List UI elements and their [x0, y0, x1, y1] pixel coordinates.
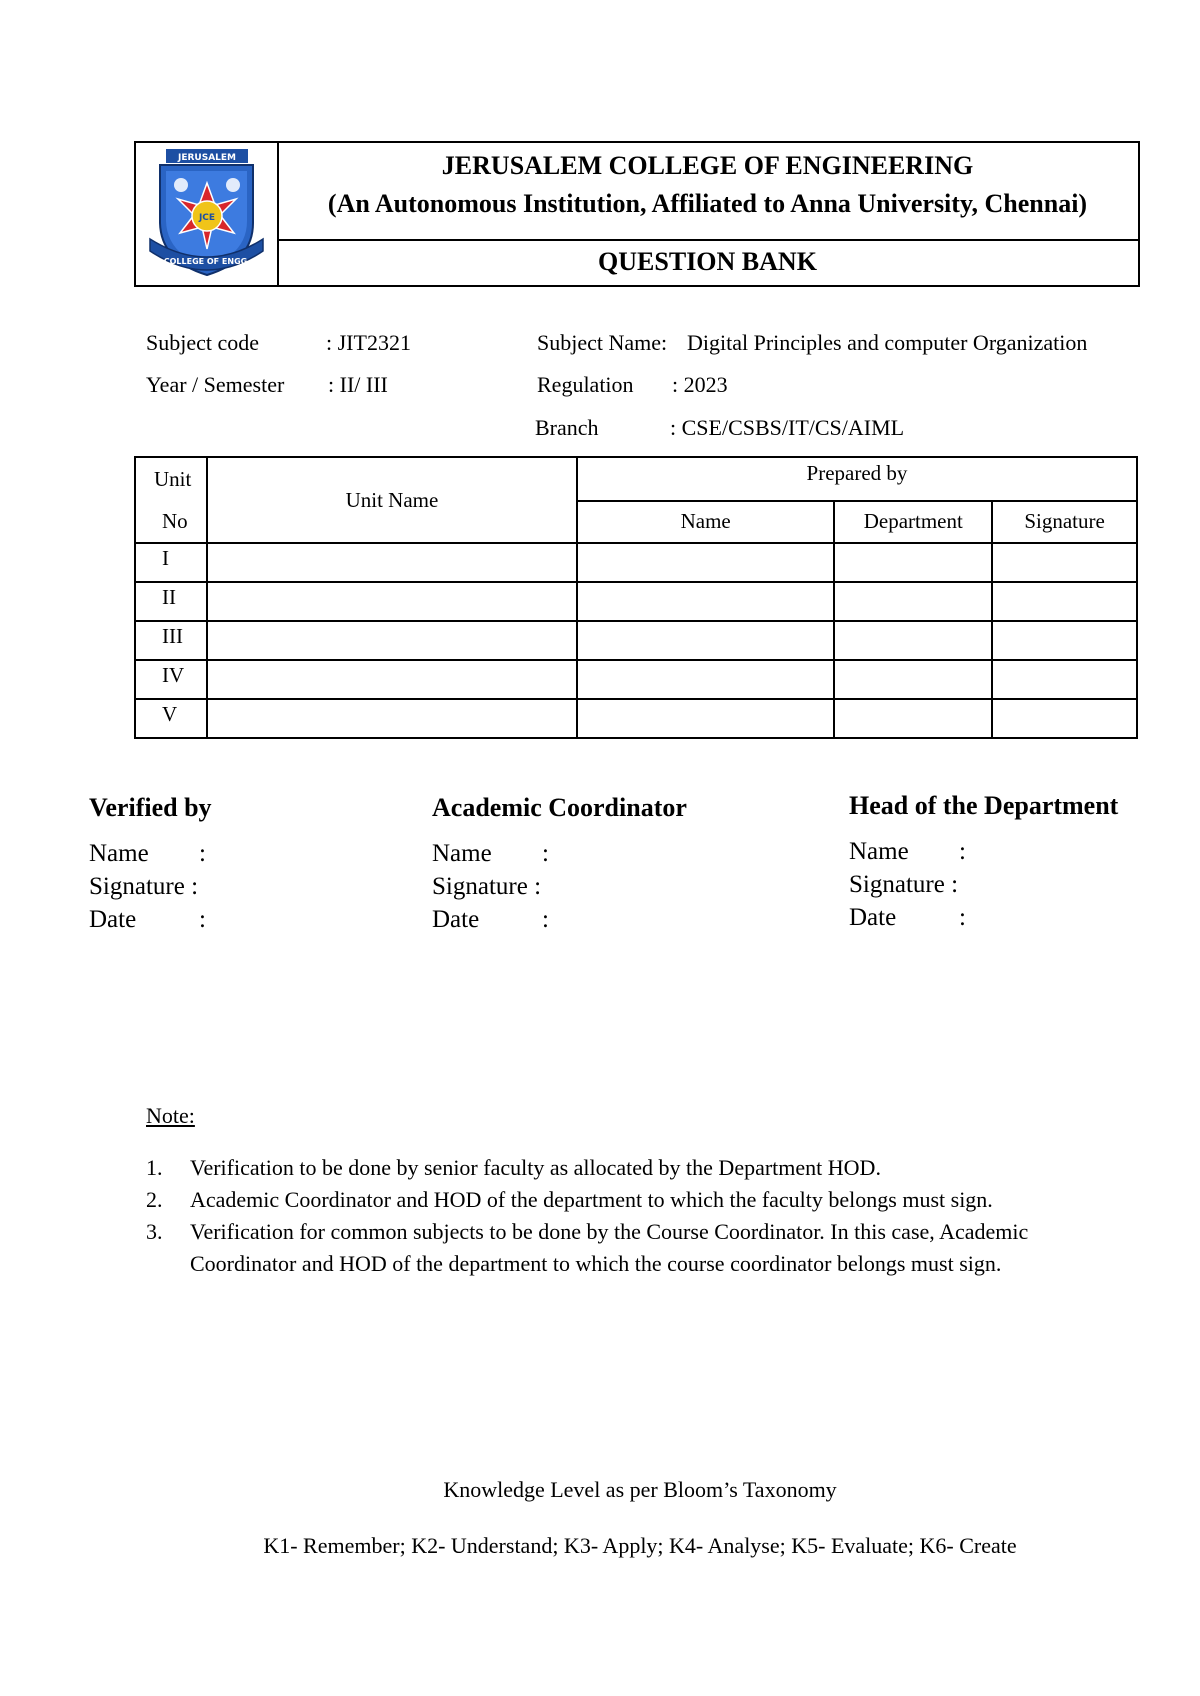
hod-block — [849, 791, 1118, 934]
units-table — [134, 456, 1138, 739]
hod-heading: Head of the Department — [849, 791, 1119, 820]
table-row — [135, 660, 1137, 699]
colon: : — [191, 873, 199, 900]
academic-heading: Academic Coordinator — [432, 793, 687, 822]
hod-signature-line — [849, 868, 1118, 901]
name-cell — [577, 660, 834, 699]
signature-label: Signature — [89, 873, 185, 900]
name-label: Name — [89, 840, 149, 867]
unit-name-cell — [207, 699, 577, 738]
department-cell — [834, 582, 992, 621]
title-cell — [277, 143, 1138, 241]
list-item — [146, 1184, 1136, 1216]
branch-value: : CSE/CSBS/IT/CS/AIML — [670, 415, 905, 440]
unit-number: II — [135, 582, 207, 621]
note-title — [146, 1103, 195, 1129]
colon: : — [199, 840, 206, 867]
colon: : — [951, 871, 959, 898]
year-label: Year / Semester — [146, 372, 285, 397]
note-text: Verification to be done by senior faculty as allocated by the Department HOD. — [190, 1155, 881, 1180]
taxonomy-title: Knowledge Level as per Bloom’s Taxonomy — [443, 1477, 837, 1502]
subject-name-value: Digital Principles and computer Organization — [687, 330, 1088, 355]
college-name: JERUSALEM COLLEGE OF ENGINEERING — [441, 151, 974, 180]
logo-bottom-text: COLLEGE OF ENGG. — [163, 257, 251, 266]
unit-label: Unit — [154, 467, 192, 491]
unit-name-cell — [207, 543, 577, 582]
college-affiliation: (An Autonomous Institution, Affiliated to Anna University, Chennai) — [327, 189, 1088, 218]
table-row — [135, 582, 1137, 621]
department-cell — [834, 621, 992, 660]
header-box — [134, 141, 1140, 287]
notes-list — [146, 1152, 1136, 1280]
name-cell — [577, 582, 834, 621]
year-value: : II/ III — [328, 372, 388, 397]
note-number: 1. — [146, 1155, 163, 1180]
table-row — [135, 699, 1137, 738]
logo-top-text: JERUSALEM — [177, 153, 237, 163]
hod-name-line — [849, 835, 1118, 868]
note-title-text: Note: — [146, 1103, 195, 1128]
doc-title-cell — [277, 239, 1138, 285]
list-item — [146, 1152, 1136, 1184]
department-cell — [834, 660, 992, 699]
unit-no-header — [135, 457, 207, 543]
name-cell — [577, 543, 834, 582]
colon: : — [959, 904, 966, 931]
name-label: Name — [432, 840, 492, 867]
note-number: 3. — [146, 1219, 163, 1244]
department-cell — [834, 543, 992, 582]
verified-date-line — [89, 903, 212, 936]
department-header: Department — [834, 501, 992, 544]
unit-name-cell — [207, 621, 577, 660]
regulation-value: : 2023 — [672, 372, 728, 397]
name-cell — [577, 621, 834, 660]
logo-cell — [136, 143, 279, 285]
date-label: Date — [89, 906, 137, 933]
unit-number: I — [135, 543, 207, 582]
college-logo — [136, 143, 277, 285]
colon: : — [542, 840, 549, 867]
signature-cell — [992, 699, 1137, 738]
doc-title: QUESTION BANK — [598, 247, 817, 276]
note-text: Verification for common subjects to be done by the Course Coordinator. In this case, Academic Coordinator and HOD of the department to which the course coordinator belongs must sign. — [190, 1219, 1029, 1276]
name-label: Name — [849, 838, 909, 865]
branch-label: Branch — [535, 415, 599, 440]
logo-center-text: JCE — [198, 213, 216, 223]
list-item — [146, 1216, 1136, 1280]
signature-cell — [992, 543, 1137, 582]
verified-name-line — [89, 837, 212, 870]
signature-cell — [992, 621, 1137, 660]
academic-name-line — [432, 837, 687, 870]
note-number: 2. — [146, 1187, 163, 1212]
signature-cell — [992, 582, 1137, 621]
academic-date-line — [432, 903, 687, 936]
unit-number: V — [135, 699, 207, 738]
academic-signature-line — [432, 870, 687, 903]
verified-heading: Verified by — [89, 793, 212, 822]
date-label: Date — [849, 904, 897, 931]
department-cell — [834, 699, 992, 738]
colon: : — [534, 873, 542, 900]
signature-header: Signature — [992, 501, 1137, 544]
subject-name-label: Subject Name: — [537, 330, 668, 355]
table-row — [135, 543, 1137, 582]
regulation-label: Regulation — [537, 372, 634, 397]
table-row — [135, 621, 1137, 660]
colon: : — [542, 906, 549, 933]
note-text: Academic Coordinator and HOD of the department to which the faculty belongs must sign. — [190, 1187, 993, 1212]
hod-date-line — [849, 901, 1118, 934]
signature-label: Signature — [849, 871, 945, 898]
subject-code-value: : JIT2321 — [326, 330, 411, 355]
signature-label: Signature — [432, 873, 528, 900]
subject-code-label: Subject code — [146, 330, 260, 355]
unit-number: III — [135, 621, 207, 660]
name-header: Name — [577, 501, 834, 544]
name-cell — [577, 699, 834, 738]
unit-name-cell — [207, 660, 577, 699]
verified-block — [89, 793, 212, 936]
taxonomy-levels: K1- Remember; K2- Understand; K3- Apply; K4- Analyse; K5- Evaluate; K6- Create — [263, 1533, 1017, 1558]
date-label: Date — [432, 906, 480, 933]
colon: : — [199, 906, 206, 933]
prepared-by-header: Prepared by — [577, 457, 1137, 501]
no-label: No — [162, 509, 188, 533]
unit-number: IV — [135, 660, 207, 699]
unit-name-cell — [207, 582, 577, 621]
signature-cell — [992, 660, 1137, 699]
colon: : — [959, 838, 966, 865]
academic-block — [432, 793, 687, 936]
unit-name-header: Unit Name — [207, 457, 577, 543]
verified-signature-line — [89, 870, 212, 903]
